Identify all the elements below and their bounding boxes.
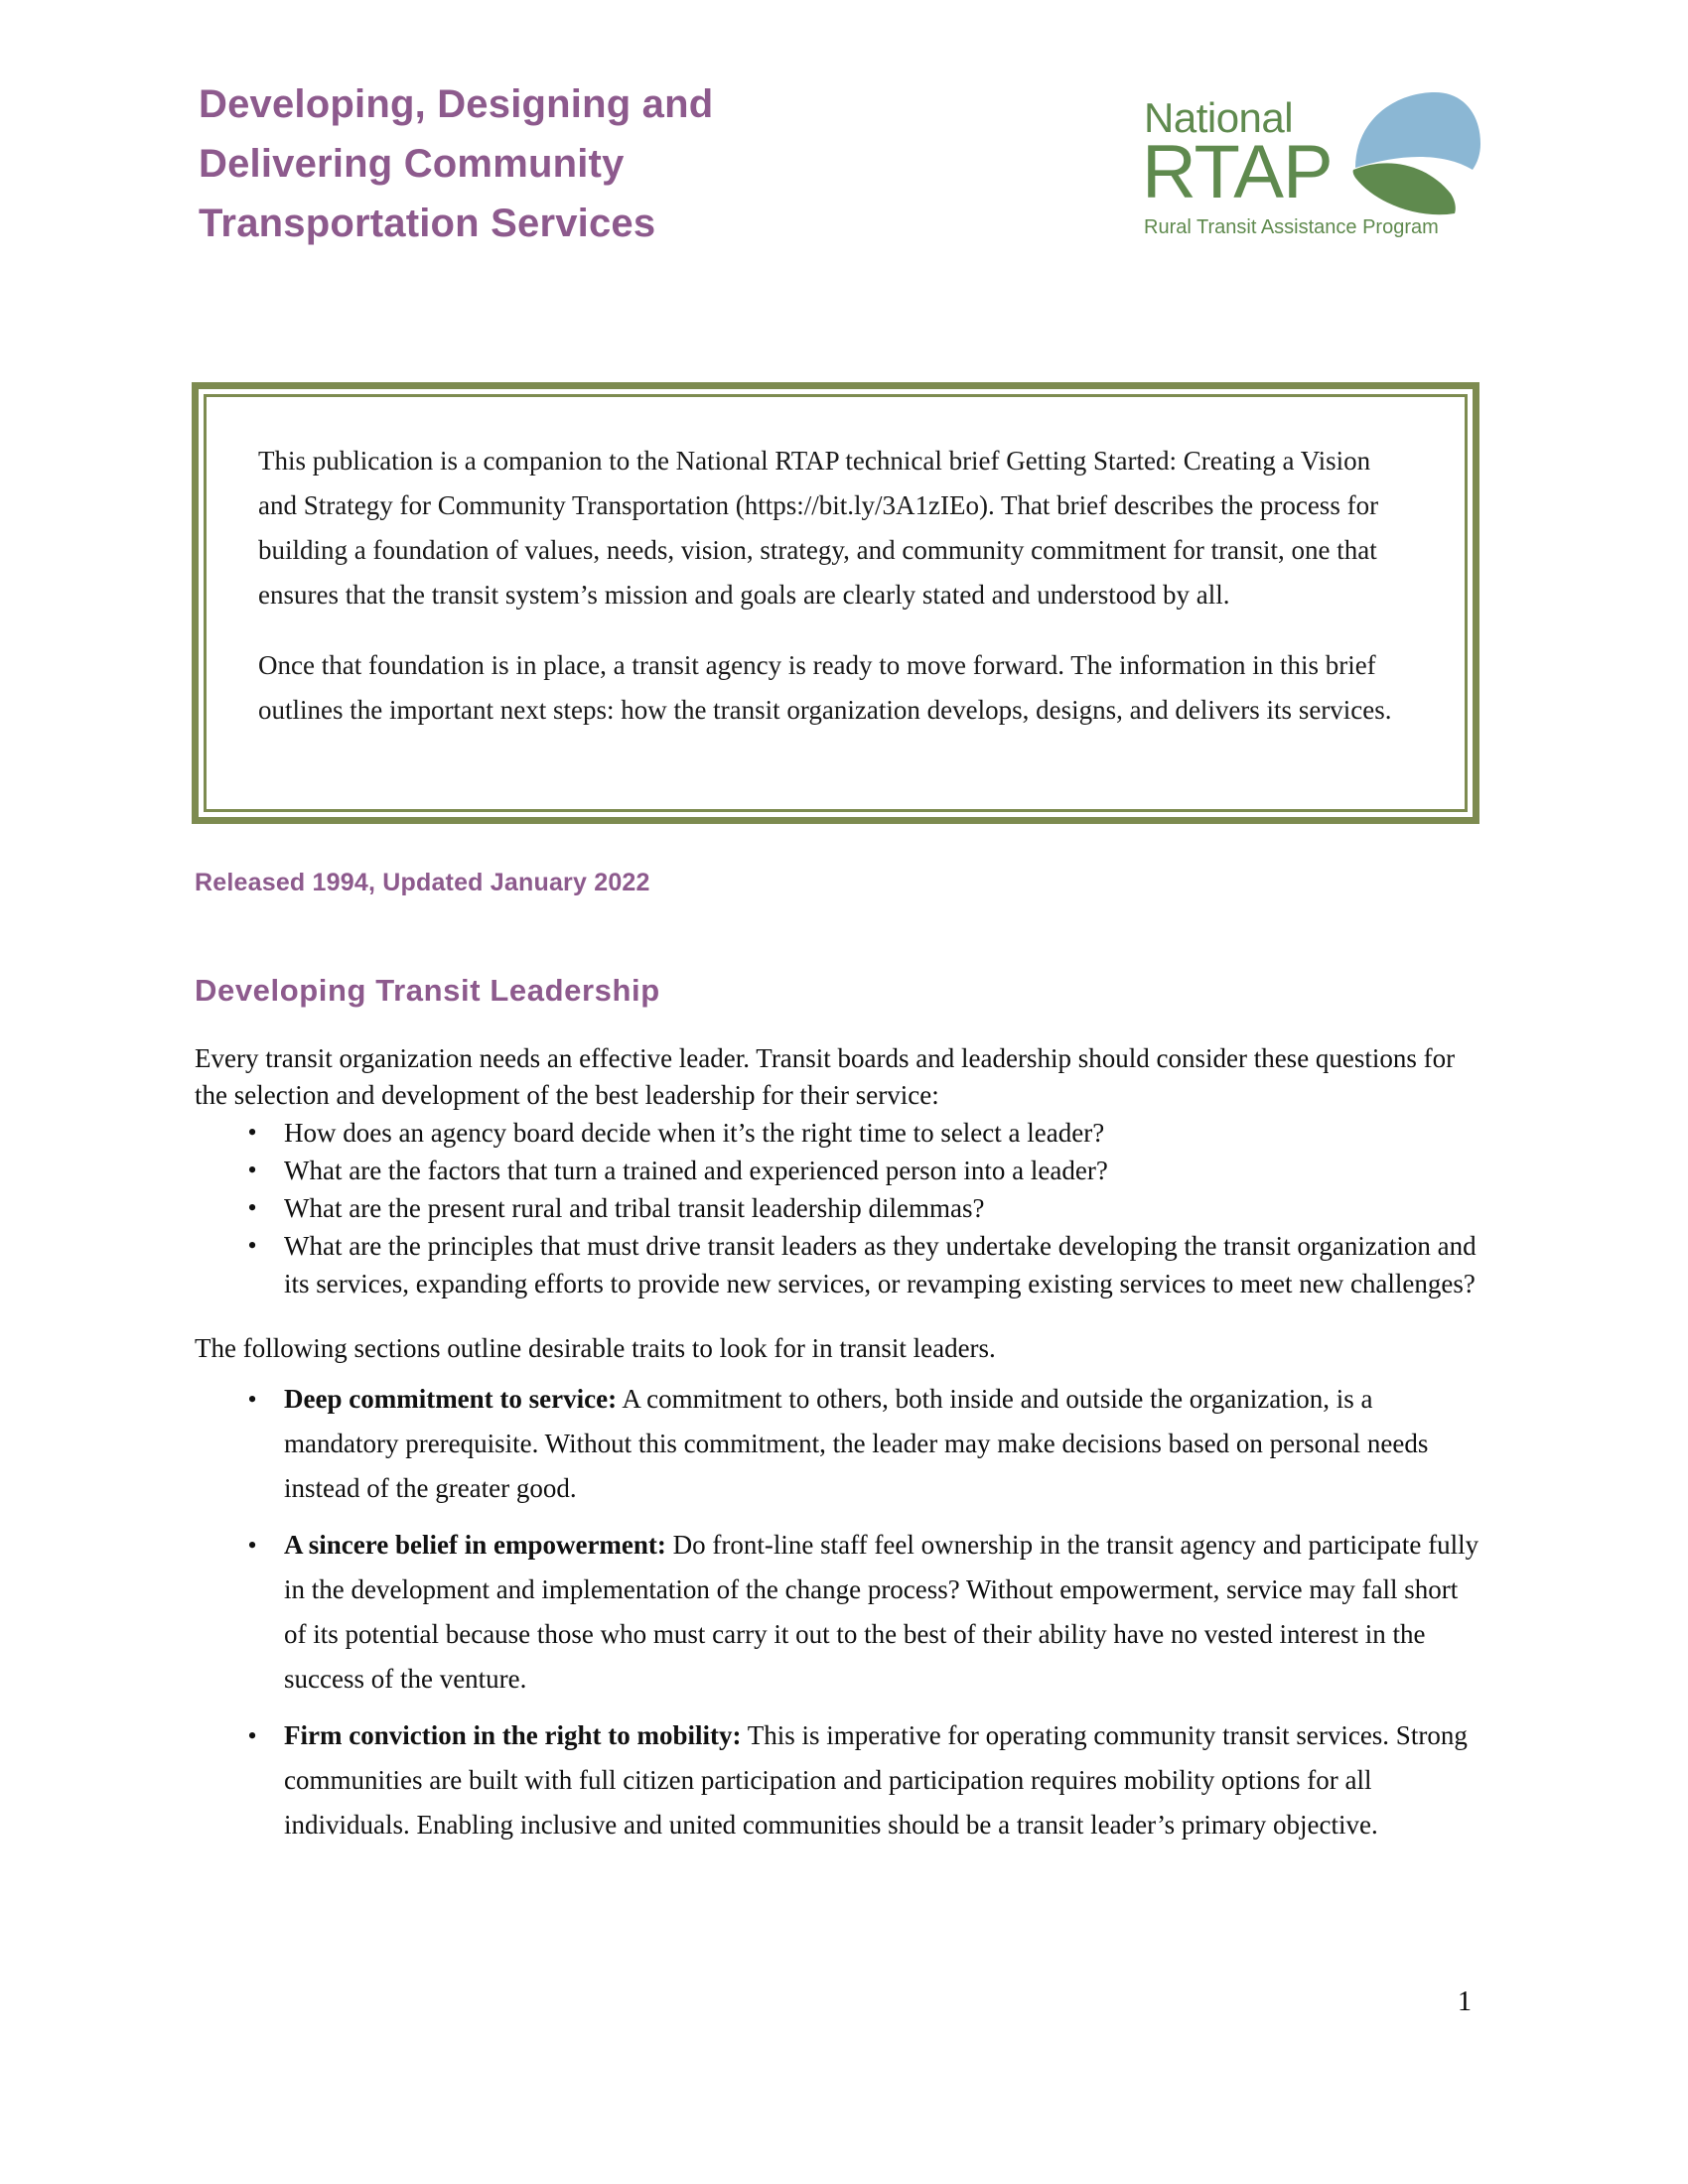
list-item-text: What are the present rural and tribal transit leadership dilemmas? (284, 1193, 985, 1223)
list-item (195, 1114, 1481, 1152)
list-item (195, 1189, 1481, 1227)
rtap-leaf-logo-icon (1347, 90, 1481, 224)
list-item (195, 1523, 1481, 1702)
leadership-traits-list (195, 1377, 1481, 1847)
logo-tagline: Rural Transit Assistance Program (1144, 216, 1439, 238)
page-header (199, 74, 1489, 313)
page-title-line-2: Delivering Community (199, 142, 625, 186)
bullet-icon: • (247, 1193, 257, 1222)
list-item-text: What are the principles that must drive transit leaders as they undertake developing the transit organization and its services, expanding efforts to provide new services, or revamping existing services to meet new challenges? (284, 1231, 1477, 1298)
trait-body: Do front-line staff feel ownership in the transit agency and participate fully in the development and implementation of the change process? Without empowerment, service may fall short of its potential because those who must carry it out to the best of their ability have no vested interest in the success of the venture. (284, 1530, 1479, 1694)
list-item-text: What are the factors that turn a trained and experienced person into a leader? (284, 1156, 1108, 1185)
logo-word-national: National (1144, 94, 1294, 141)
trait-body: This is imperative for operating community transit services. Strong communities are built with full citizen participation and participation requires mobility options for all individuals. Enabling inclusive and united communities should be a transit leader’s primary objective. (284, 1720, 1468, 1840)
leadership-questions-list (195, 1114, 1481, 1302)
traits-intro-paragraph: The following sections outline desirable traits to look for in transit leaders. (195, 1333, 996, 1363)
callout-paragraph-2: Once that foundation is in place, a transit agency is ready to move forward. The information in this brief outlines the important next steps: how the transit organization develops, designs, and delivers its services. (258, 650, 1392, 725)
bullet-icon: • (247, 1531, 257, 1560)
bullet-icon: • (247, 1385, 257, 1414)
section-heading-developing-transit-leadership: Developing Transit Leadership (195, 973, 660, 1008)
logo-word-rtap: RTAP (1142, 130, 1333, 214)
page-title (199, 74, 953, 253)
callout-inner-border (204, 394, 1468, 812)
section-body (195, 1040, 1481, 1859)
list-item-text: How does an agency board decide when it’s the right time to select a leader? (284, 1118, 1105, 1148)
companion-publication-callout (192, 382, 1479, 824)
page-number: 1 (1458, 1986, 1472, 2017)
list-item (195, 1713, 1481, 1847)
page-title-line-3: Transportation Services (199, 202, 656, 245)
trait-body: A commitment to others, both inside and outside the organization, is a mandatory prerequisite. Without this commitment, the leader may make decisions based on personal needs instead of the greater good. (284, 1384, 1429, 1503)
page-title-line-1: Developing, Designing and (199, 82, 714, 126)
callout-paragraph-1: This publication is a companion to the National RTAP technical brief Getting Started: Creating a Vision and Strategy for Community Transportation (https://bit.ly/3A1zIEo). That brief describes the process for building a foundation of values, needs, vision, strategy, and community commitment for transit, one that ensures that the transit system’s mission and goals are clearly stated and understood by all. (258, 446, 1379, 610)
bullet-icon: • (247, 1231, 257, 1260)
list-item (195, 1152, 1481, 1189)
trait-lead-in: Deep commitment to service: (284, 1384, 618, 1414)
trait-lead-in: Firm conviction in the right to mobility: (284, 1720, 742, 1750)
release-date-line: Released 1994, Updated January 2022 (195, 869, 650, 896)
bullet-icon: • (247, 1721, 257, 1750)
national-rtap-logo (1134, 86, 1481, 275)
spacer (195, 1302, 1481, 1330)
list-item (195, 1227, 1481, 1302)
bullet-icon: • (247, 1118, 257, 1147)
section-intro-paragraph: Every transit organization needs an effective leader. Transit boards and leadership should consider these questions for the selection and development of the best leadership for their service: (195, 1043, 1456, 1110)
bullet-icon: • (247, 1156, 257, 1184)
list-item (195, 1377, 1481, 1511)
trait-lead-in: A sincere belief in empowerment: (284, 1530, 666, 1560)
spacer (195, 1367, 1481, 1377)
